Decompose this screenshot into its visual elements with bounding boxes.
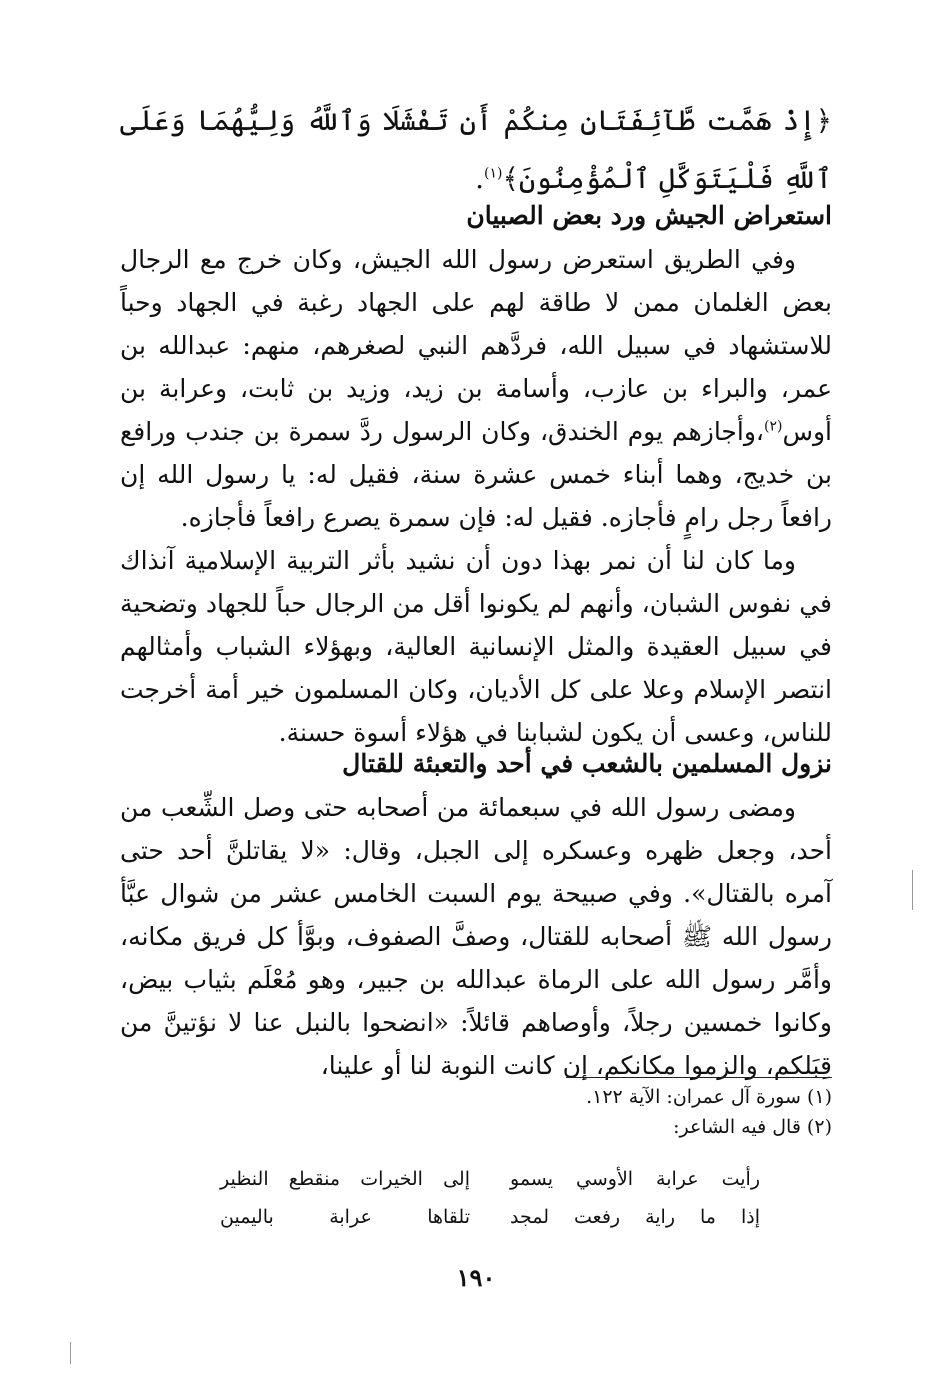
section-heading-2: نزول المسلمين بالشعب في أحد والتعبئة للقتال [342, 749, 832, 778]
footnote-separator [566, 1077, 832, 1078]
section-1-body [120, 238, 832, 754]
poem [220, 1160, 760, 1236]
footnotes [120, 1082, 832, 1142]
footnote-ref-1: (١) [484, 165, 503, 182]
quran-verse [120, 92, 832, 208]
quran-verse-text: ﴿إِذْ هَمَّت طَّآئِفَتَانِ مِنكُمْ أَن تَفْشَلَا وَٱللَّهُ وَلِيُّهُمَا وَعَلَى ٱللَّهِ فَلْيَتَوَكَّلِ ٱلْمُؤْمِنُونَ﴾ [120, 104, 832, 195]
scan-speck [70, 1342, 71, 1364]
quran-verse-end: . [475, 162, 484, 195]
footnote-1: (١) سورة آل عمران: الآية ١٢٢. [586, 1086, 832, 1108]
section-heading-1: استعراض الجيش ورد بعض الصبيان [466, 201, 832, 230]
poem-line [220, 1160, 760, 1198]
poem-hemistich-first: إذا ما راية رفعت لمجد [510, 1206, 760, 1228]
poem-hemistich-first: رأيت عرابة الأوسي يسمو [510, 1168, 760, 1190]
paragraph-3: ومضى رسول الله في سبعمائة من أصحابه حتى وصل الشِّعب من أحد، وجعل ظهره وعسكره إلى الجبل، وقال: «لا يقاتلنَّ أحد حتى آمره بالقتال». وفي صبيحة يوم السبت الخامس عشر من شوال عبَّأ رسول الله ﷺ أصحابه للقتال، وصفَّ الصفوف، وبوَّأ كل فريق مكانه، وأمَّر رسول الله على الرماة عبدالله بن جبير، وهو مُعْلَم بثياب بيض، وكانوا خمسين رجلاً، وأوصاهم قائلاً: «انضحوا بالنبل عنا لا نؤتينَّ من قِبَلكم، والزموا مكانكم، إن كانت النوبة لنا أو علينا، [120, 793, 832, 1080]
paragraph-1-text-b: ،وأجازهم يوم الخندق، وكان الرسول ردَّ سمرة بن جندب ورافع بن خديج، وهما أبناء خمس عشرة سنة، فقيل له: يا رسول الله إن رافعاً رجل رامٍ فأجازه. فقيل له: فإن سمرة يصرع رافعاً فأجازه. [120, 417, 832, 532]
poem-hemistich-second: تلقاها عرابة باليمين [220, 1206, 470, 1228]
paragraph-2: وما كان لنا أن نمر بهذا دون أن نشيد بأثر التربية الإسلامية آنذاك في نفوس الشبان، وأنهم لم يكونوا أقل من الرجال حباً للجهاد وتضحية في سبيل العقيدة والمثل الإنسانية العالية، وبهؤلاء الشباب وأمثالهم انتصر الإسلام وعلا على كل الأديان، وكان المسلمون خير أمة أخرجت للناس، وعسى أن يكون لشبابنا في هؤلاء أسوة حسنة. [120, 546, 832, 747]
footnote-ref-2: (٢) [763, 418, 783, 435]
footnote-2: (٢) قال فيه الشاعر: [673, 1116, 832, 1138]
paragraph-1-text-a: وفي الطريق استعرض رسول الله الجيش، وكان خرج مع الرجال بعض الغلمان ممن لا طاقة لهم على الجهاد رغبة في الجهاد وحباً للاستشهاد في سبيل الله، فردَّهم النبي لصغرهم، منهم: عبدالله بن عمر، والبراء بن عازب، وأسامة بن زيد، وزيد بن ثابت، وعرابة بن أوس [120, 245, 832, 446]
poem-line [220, 1198, 760, 1236]
paragraph-1 [120, 238, 832, 539]
poem-hemistich-second: إلى الخيرات منقطع النظير [220, 1168, 470, 1190]
scan-speck [912, 870, 913, 910]
page-number: ١٩٠ [456, 1263, 496, 1292]
section-2-body [120, 786, 832, 1087]
